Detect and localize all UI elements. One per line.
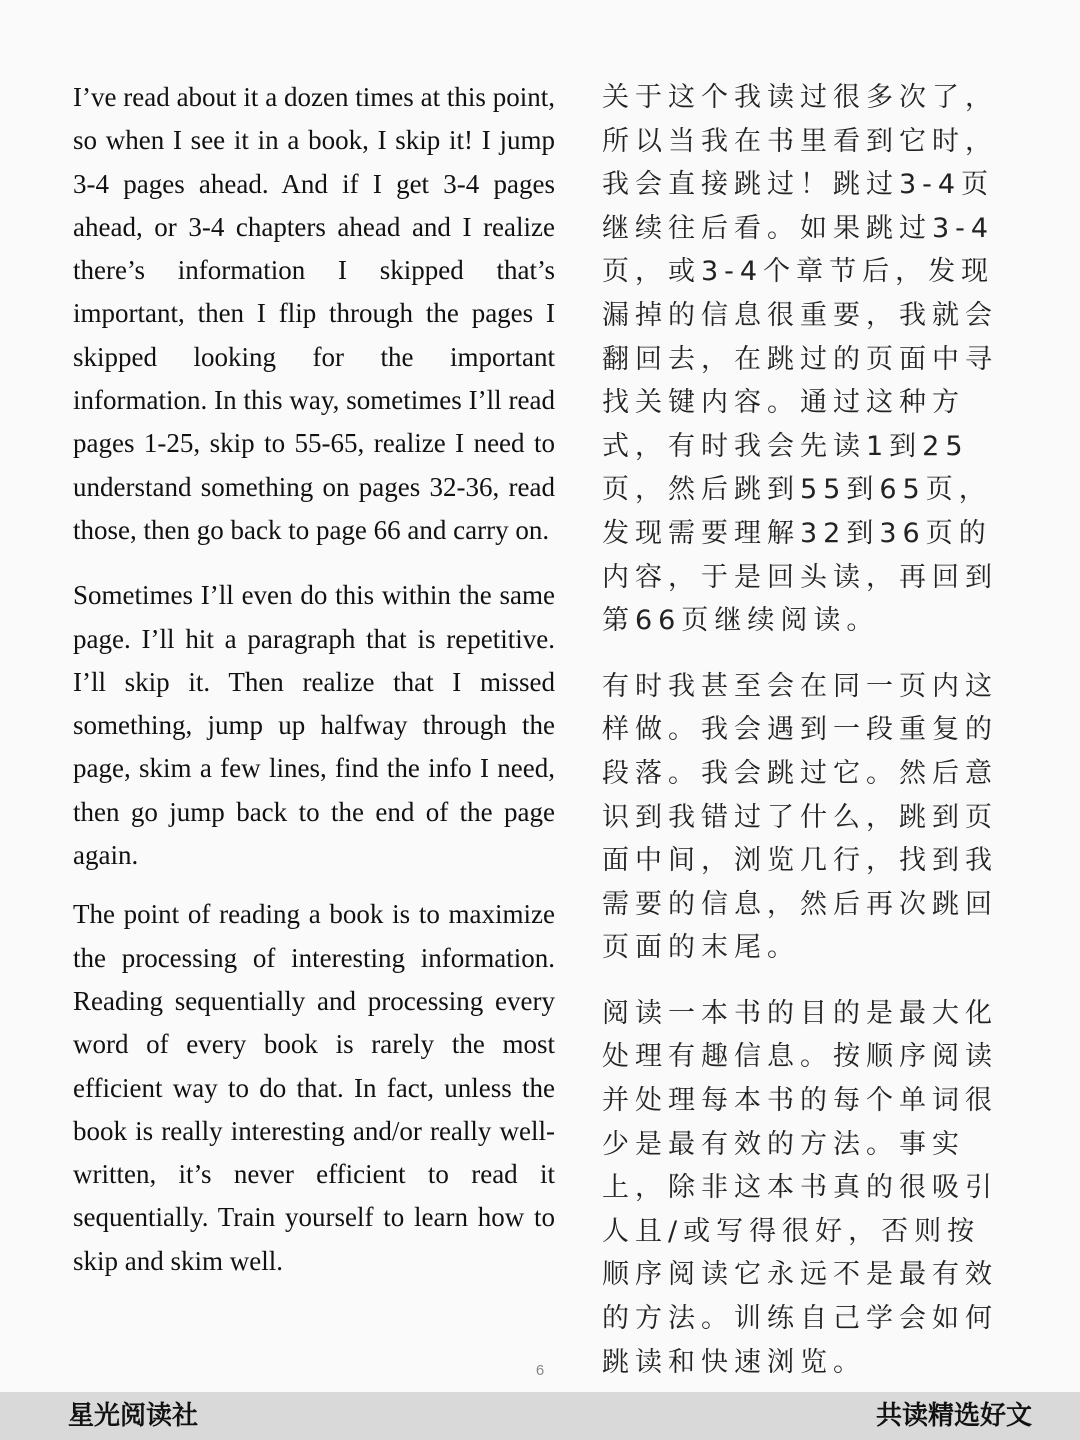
english-paragraph-3: The point of reading a book is to maximize the processing of interesting information. Reading sequentially and processing every word of every book is rarely the most efficient way to do that. In fact, unless the book is really interesting and/or really well-written, it’s never efficient to read it sequentially. Train yourself to learn how to skip and skim well. [73,899,555,1276]
footer-brand: 星光阅读社 [68,1401,199,1431]
chinese-paragraph-3: 阅读一本书的目的是最大化处理有趣信息。按顺序阅读并处理每本书的每个单词很少是最有效的方法。事实上，除非这本书真的很吸引人且/或写得很好，否则按顺序阅读它永远不是最有效的方法。训练自己学会如何跳读和快速浏览。 [602,997,998,1378]
english-paragraph-2: Sometimes I’ll even do this within the same page. I’ll hit a paragraph that is repetitive. I’ll skip it. Then realize that I missed something, jump up halfway through the page, skim a few lines, find the info I need, then go jump back to the end of the page again. [73,580,555,871]
chinese-paragraph-2: 有时我甚至会在同一页内这样做。我会遇到一段重复的段落。我会跳过它。然后意识到我错过了什么，跳到页面中间，浏览几行，找到我需要的信息，然后再次跳回页面的末尾。 [602,670,998,964]
english-column [73,76,555,1283]
english-paragraph-1: I’ve read about it a dozen times at this point, so when I see it in a book, I skip it! I jump 3-4 pages ahead. And if I get 3-4 pages ahead, or 3-4 chapters ahead and I realize there’s information I skipped that’s important, then I flip through the pages I skipped looking for the important information. In this way, sometimes I’ll read pages 1-25, skip to 55-65, realize I need to understand something on pages 32-36, read those, then go back to page 66 and carry on. [73,82,555,545]
chinese-column [602,76,1002,1384]
chinese-paragraph-1: 关于这个我读过很多次了，所以当我在书里看到它时，我会直接跳过！跳过3-4页继续往后看。如果跳过3-4页，或3-4个章节后，发现漏掉的信息很重要，我就会翻回去，在跳过的页面中寻找关键内容。通过这种方式，有时我会先读1到25页，然后跳到55到65页，发现需要理解32到36页的内容，于是回头读，再回到第66页继续阅读。 [602,82,998,637]
footer-tagline: 共读精选好文 [875,1401,1032,1431]
page-number: 6 [535,1362,545,1379]
footer-bar [0,1392,1080,1440]
